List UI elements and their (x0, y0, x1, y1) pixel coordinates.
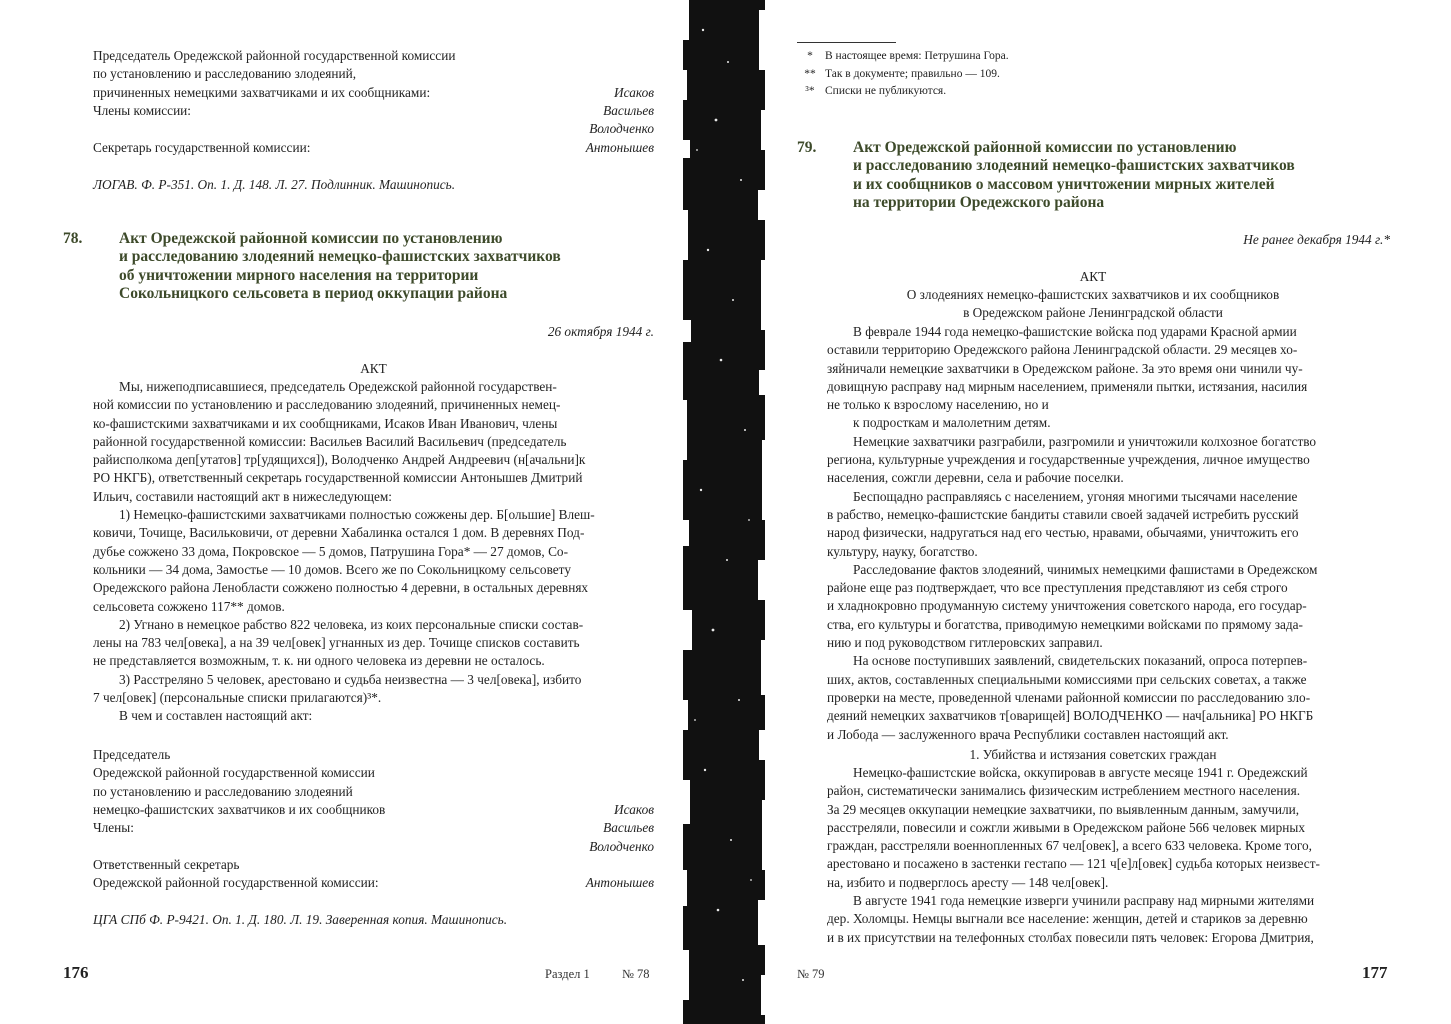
text-line: районе еще раз подтверждает, что все преступления представляют из себя строго (827, 580, 1288, 596)
text-line: Немецко-фашистские войска, оккупировав в августе месяце 1941 г. Оредежский (853, 765, 1308, 780)
document-number: 79. (797, 139, 817, 156)
archival-source-bottom: ЦГА СПб Ф. Р-9421. Оп. 1. Д. 180. Л. 19. Заверенная копия. Машинопись. (93, 912, 508, 927)
signature-label: Члены комиссии: (93, 102, 191, 118)
text-line: расстреляли, повесили и сожгли живыми в Оредежском районе 566 человек мирных (827, 819, 1305, 835)
act-subtitle (797, 286, 1389, 323)
text-line: к подросткам и малолетним детям. (853, 415, 1051, 431)
paragraph (827, 764, 1388, 892)
text-line: не только к взрослому населению, но и (827, 397, 1049, 413)
document-title (853, 139, 1295, 212)
text-line: Оредежского района Ленобласти сожжено полностью 4 деревни, в остальных деревнях (93, 580, 589, 596)
footnote (795, 83, 1009, 101)
title-line: Акт Оредежской районной комиссии по установлению (853, 139, 1237, 156)
text-line: региона, культурные учреждения и государственные учреждения, личное имущество (827, 452, 1310, 468)
footnote-text: В настоящее время: Петрушина Гора. (825, 50, 1009, 62)
text-line: дубье сожжено 33 дома, Покровское — 5 домов, Патрушина Гора* — 27 домов, Со- (93, 543, 569, 559)
signature-label: Секретарь государственной комиссии: (93, 139, 311, 155)
signatory-name: Володченко (589, 121, 654, 137)
text-line: не представляется возможным, т. к. ни одного человека из деревни не осталось. (93, 653, 545, 669)
subtitle-line: О злодеяниях немецко-фашистских захватчиков и их сообщников (906, 287, 1280, 302)
text-line: район, систематически занимались физическим истреблением местного населения. (827, 783, 1301, 799)
signature-label: Председатель (93, 747, 171, 762)
page-number: 176 (63, 963, 89, 982)
text-line: 7 чел[овек] (персональные списки прилагаются)³*. (93, 690, 382, 706)
text-line: За 29 месяцев оккупации немецкие захватчики, по выявленным данным, замучили, (827, 801, 1300, 817)
document-date: 26 октября 1944 г. (547, 324, 654, 339)
title-line: и их сообщников о массовом уничтожении мирных жителей (853, 175, 1275, 193)
signature-label: Оредежской районной государственной комиссии (93, 765, 375, 781)
section-heading: 1. Убийства и истязания советских граждан (969, 747, 1217, 762)
signatory-name: Васильев (603, 820, 654, 836)
text-line: населения, сожгли деревни, села и рабочие поселки. (827, 470, 1124, 486)
paragraph (827, 323, 1388, 414)
act-heading: АКТ (1079, 269, 1107, 284)
footnote-mark: ³* (805, 85, 815, 98)
text-line: РО НКГБ), ответственный секретарь государственной комиссии Антонышев Дмитрий (93, 470, 583, 486)
text-line: и хладнокровно продуманную систему уничтожения советского народа, его государ- (827, 598, 1307, 614)
footnote-mark: * (807, 50, 813, 62)
footnote (795, 48, 1009, 66)
text-line: ших, актов, составленных специальными комиссиями при сельских советах, а также (827, 671, 1307, 687)
archival-source-top: ЛОГАВ. Ф. Р-351. Оп. 1. Д. 148. Л. 27. Подлинник. Машинопись. (93, 177, 456, 192)
footnote-text: Списки не публикуются. (825, 85, 947, 98)
footnote-rule (797, 42, 896, 43)
signature-label: причиненных немецкими захватчиками и их сообщниками: (93, 84, 431, 100)
signatory-name: Исаков (614, 84, 654, 100)
text-line: деяний немецких захватчиков т[оварищей] ВОЛОДЧЕНКО — нач[альника] РО НКГБ (827, 708, 1314, 724)
running-document-number: № 78 (622, 967, 650, 981)
footnote-mark: ** (804, 67, 816, 80)
signature-label: по установлению и расследованию злодеяний, (93, 66, 357, 82)
paragraph (827, 433, 1388, 488)
footnote (795, 66, 1009, 84)
text-line: 3) Расстреляно 5 человек, арестовано и судьба неизвестна — 3 чел[овека], избито (119, 671, 582, 687)
text-line: на, избито и подверглось аресту — 148 чел[овек]. (827, 874, 1109, 890)
text-line: Мы, нижеподписавшиеся, председатель Оредежской районной государствен- (119, 379, 557, 394)
text-line: На основе поступивших заявлений, свидетельских показаний, опроса потерпев- (853, 653, 1308, 669)
text-line: довищную расправу над мирным населением, применяли пытки, истязания, насилия (827, 378, 1308, 394)
signature-label: по установлению и расследованию злодеяний (93, 783, 353, 799)
text-line: культуру, науку, богатство. (827, 543, 978, 559)
signatory-name: Антонышев (585, 875, 654, 891)
signature-label: Оредежской районной государственной комиссии: (93, 875, 379, 891)
paragraph (827, 488, 1388, 561)
text-line: ковичи, Точище, Васильковичи, от деревни Хабалинка остался 1 дом. В деревнях Под- (93, 525, 585, 541)
text-line: Ильич, составили настоящий акт в нижеследующем: (93, 488, 393, 504)
paragraph (827, 892, 1388, 947)
text-line: нию и под руководством гитлеровских заправил. (827, 635, 1103, 651)
title-line: и расследованию злодеяний немецко-фашистских захватчиков (119, 248, 561, 266)
act-body-section-1 (827, 764, 1388, 947)
signatory-name: Володченко (589, 838, 654, 854)
footnotes (795, 48, 1009, 101)
text-line: дер. Холомцы. Немцы выгнали все население: женщин, детей и стариков за деревню (827, 911, 1308, 927)
text-line: и Лобода — заслуженного врача Республики составлен настоящий акт. (827, 726, 1229, 742)
footnote-text: Так в документе; правильно — 109. (825, 67, 1000, 80)
text-line: в рабство, немецко-фашистские бандиты ставили своей задачей истребить русский (827, 506, 1299, 522)
title-line: Акт Оредежской районной комиссии по установлению (119, 230, 503, 247)
text-line: 2) Угнано в немецкое рабство 822 человека, из коих персональные списки состав- (119, 616, 584, 632)
paragraph (827, 561, 1388, 652)
document-number: 78. (63, 230, 83, 247)
paragraph (827, 652, 1388, 743)
text-line: кольники — 34 дома, Замостье — 10 домов. Всего же по Сокольницкому сельсовету (93, 561, 571, 577)
signature-label: Члены: (93, 820, 134, 836)
text-line: граждан, расстреляли военнопленных 67 чел[овек], а всего 633 человека. Кроме того, (827, 838, 1312, 854)
text-line: лены на 783 чел[овека], а на 39 чел[овек] угнанных из дер. Точище списков составить (93, 635, 580, 651)
title-line: Сокольницкого сельсовета в период оккупации района (119, 284, 508, 302)
text-line: В чем и составлен настоящий акт: (119, 708, 313, 724)
text-line: и в их присутствии на телефонных столбах повесили пять человек: Егорова Дмитрия, (827, 929, 1314, 945)
signature-label: Ответственный секретарь (93, 856, 240, 872)
signatory-name: Антонышев (585, 139, 654, 155)
text-line: зяйничали немецкие захватчики в Оредежском районе. За это время они чинили чу- (827, 360, 1303, 376)
text-line: ко-фашистскими захватчиками и их сообщниками, Исаков Иван Иванович, члены (93, 415, 558, 431)
title-line: об уничтожении мирного населения на территории (119, 266, 479, 284)
text-line: Немецкие захватчики разграбили, разгромили и уничтожили колхозное богатство (853, 433, 1317, 449)
text-line: В феврале 1944 года немецко-фашистские войска под ударами Красной армии (853, 324, 1297, 339)
paragraph (827, 414, 1388, 432)
text-line: проверки на месте, проведенной членами районной комиссии по расследованию зло- (827, 689, 1311, 705)
subtitle-line: в Оредежском районе Ленинградской области (963, 305, 1223, 321)
text-line: Расследование фактов злодеяний, чинимых немецкими фашистами в Оредежском (853, 561, 1318, 577)
text-line: райисполкома деп[утатов] тр[удящихся]), Володченко Андрей Андреевич (н[ачальни]к (93, 452, 586, 468)
text-line: 1) Немецко-фашистскими захватчиками полностью сожжены дер. Б[ольшие] Влеш- (119, 507, 595, 523)
signature-label: Председатель Оредежской районной государственной комиссии (93, 48, 456, 63)
text-line: ства, его культуры и богатства, приводимую немецкими войсками по прямому зада- (827, 616, 1303, 632)
text-line: В августе 1941 года немецкие изверги учинили расправу над мирными жителями (853, 893, 1315, 909)
text-line: ной комиссии по установлению и расследованию злодеяний, причиненных немец- (93, 397, 561, 413)
document-date: Не ранее декабря 1944 г.* (1243, 232, 1390, 247)
page-number: 177 (1362, 963, 1388, 982)
text-line: арестовано и посажено в застенки гестапо — 121 ч[е]л[овек] судьба которых неизвест- (827, 856, 1320, 872)
text-line: народ физически, надругаться над его честью, нравами, обычаями, уничтожить его (827, 525, 1299, 541)
text-line: сельсовета сожжено 117** домов. (93, 598, 285, 614)
text-line: районной государственной комиссии: Васильев Василий Васильевич (председатель (93, 433, 567, 449)
signatory-name: Васильев (603, 102, 654, 118)
text-line: Беспощадно расправляясь с населением, угоняя многими тысячами население (853, 488, 1298, 504)
title-line: на территории Оредежского района (853, 193, 1105, 211)
text-line: оставили территорию Оредежского района Ленинградской области. 29 месяцев хо- (827, 342, 1298, 358)
running-document-number: № 79 (797, 967, 825, 981)
signatory-name: Исаков (614, 801, 654, 817)
act-heading: АКТ (360, 361, 387, 376)
act-body-intro (827, 323, 1388, 744)
running-section: Раздел 1 (545, 967, 590, 981)
title-line: и расследованию злодеяний немецко-фашистских захватчиков (853, 157, 1295, 175)
signature-label: немецко-фашистских захватчиков и их сообщников (93, 801, 386, 817)
